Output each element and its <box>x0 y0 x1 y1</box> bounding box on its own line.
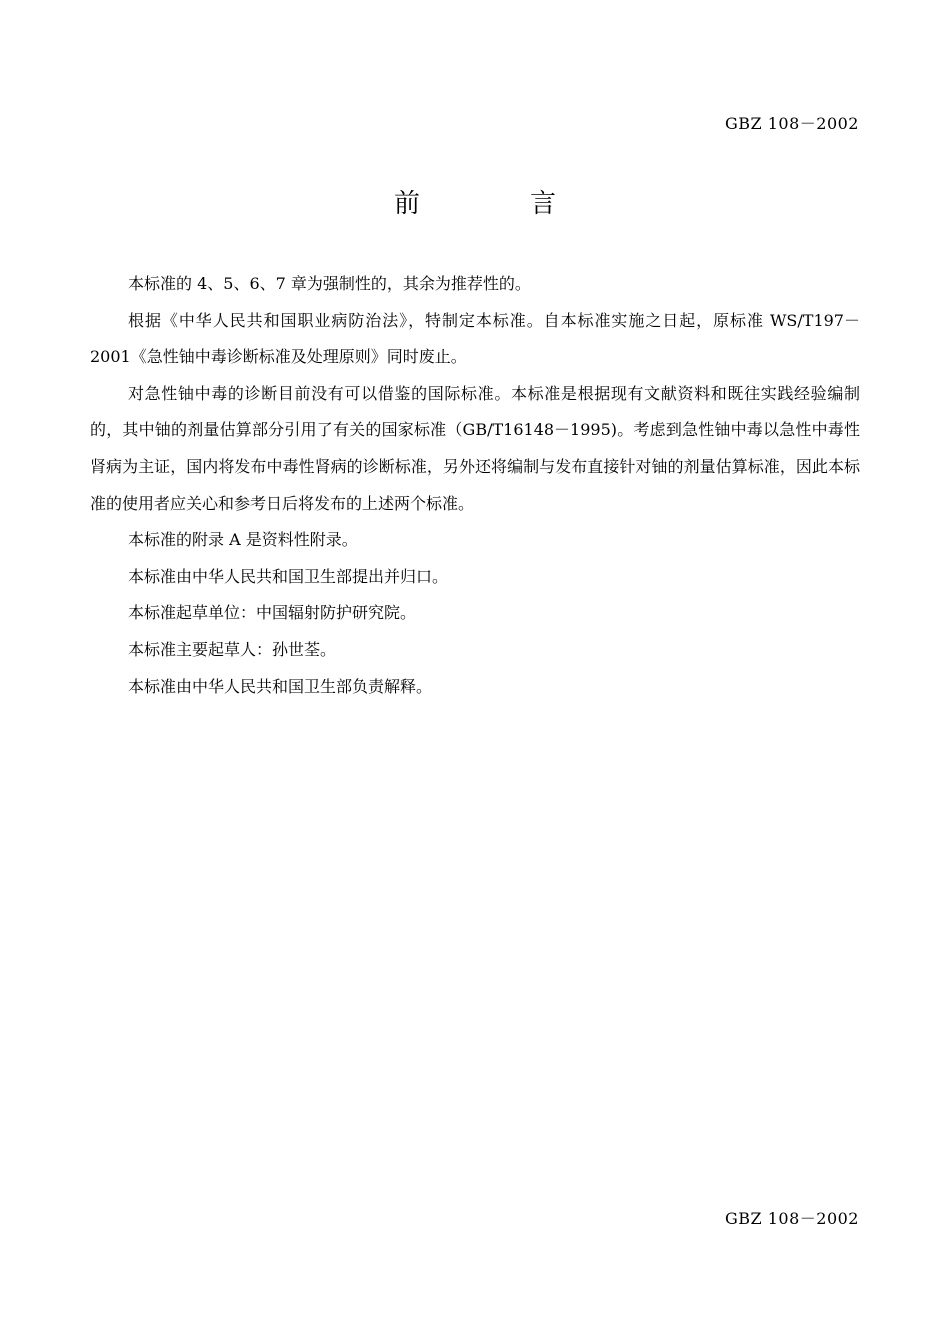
paragraph-drafting-unit: 本标准起草单位：中国辐射防护研究院。 <box>128 603 417 623</box>
paragraph-drafter: 本标准主要起草人：孙世荃。 <box>128 639 337 659</box>
paragraph-interpretation: 本标准由中华人民共和国卫生部负责解释。 <box>128 676 433 696</box>
paragraph-proposer: 本标准由中华人民共和国卫生部提出并归口。 <box>128 566 449 586</box>
paragraph-legal-basis: 根据《中华人民共和国职业病防治法》，特制定本标准。自本标准实施之日起，原标准 WS/T197－2001《急性铀中毒诊断标准及处理原则》同时废止。 <box>90 310 860 367</box>
title-char-2: 言 <box>530 189 557 219</box>
footer-standard-code: GBZ 108－2002 <box>724 1209 859 1228</box>
paragraph-background: 对急性铀中毒的诊断目前没有可以借鉴的国际标准。本标准是根据现有文献资料和既往实践经验编制的，其中铀的剂量估算部分引用了有关的国家标准（GB/T16148－1995)。考虑到急性铀中毒以急性中毒性肾病为主证，国内将发布中毒性肾病的诊断标准，另外还将编制与发布直接针对铀的剂量估算标准，因此本标准的使用者应关心和参考日后将发布的上述两个标准。 <box>90 383 860 513</box>
header-standard-code: GBZ 108－2002 <box>724 114 859 133</box>
foreword-body <box>90 266 860 705</box>
paragraph-appendix: 本标准的附录 A 是资料性附录。 <box>128 530 358 550</box>
page-title <box>0 186 950 222</box>
title-char-1: 前 <box>393 189 420 219</box>
paragraph-mandatory-chapters: 本标准的 4、5、6、7 章为强制性的，其余为推荐性的。 <box>128 274 531 293</box>
